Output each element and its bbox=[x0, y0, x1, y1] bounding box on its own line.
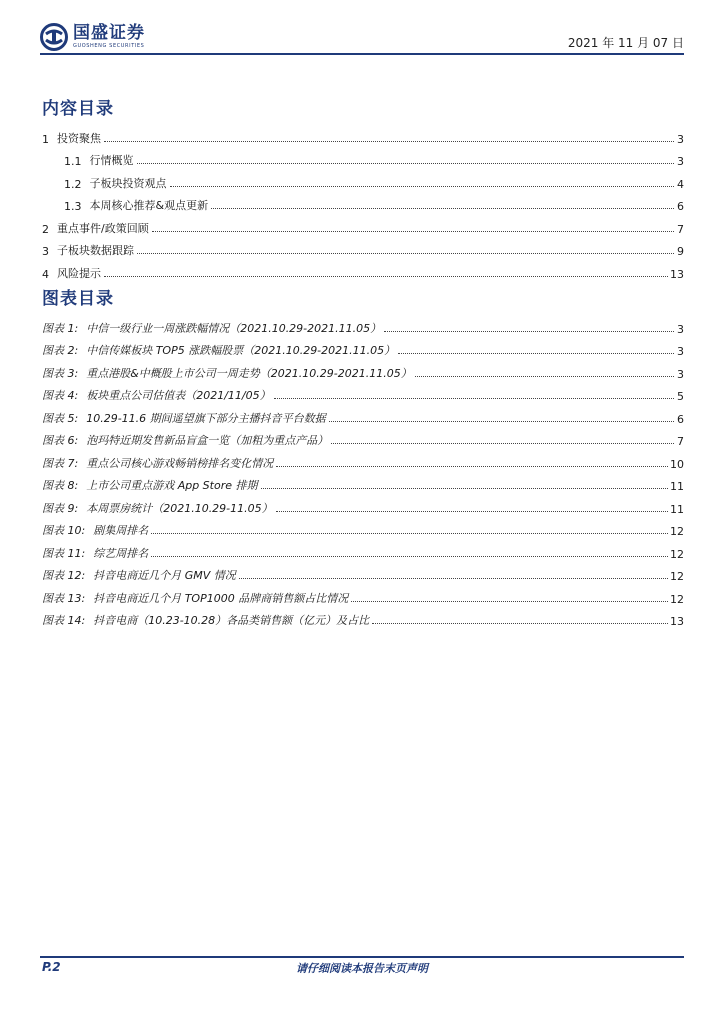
toc-entry-label: 本周核心推荐&观点更新 bbox=[89, 199, 209, 212]
toc-entry[interactable] bbox=[42, 146, 684, 169]
toc-entry[interactable] bbox=[42, 258, 684, 281]
figure-entry-page: 3 bbox=[677, 322, 684, 336]
figure-entry-number: 图表 1: bbox=[42, 321, 79, 335]
toc-entry[interactable] bbox=[42, 191, 684, 214]
figure-leader-dots bbox=[151, 533, 668, 534]
toc-entry[interactable] bbox=[42, 213, 684, 236]
figure-entry-page: 3 bbox=[677, 367, 684, 381]
figure-entry[interactable] bbox=[42, 381, 684, 404]
figure-entry-number: 图表 8: bbox=[42, 479, 79, 492]
figure-leader-dots bbox=[276, 466, 668, 467]
footer-disclaimer: 请仔细阅读本报告末页声明 bbox=[296, 962, 428, 975]
figure-entry-number: 图表 11: bbox=[42, 546, 86, 560]
figure-entry-page: 12 bbox=[670, 525, 684, 538]
company-logo bbox=[40, 22, 145, 52]
toc-entry-number: 1.1 bbox=[64, 155, 82, 168]
figure-entry[interactable] bbox=[42, 448, 684, 471]
toc-leader-dots bbox=[137, 163, 675, 164]
toc-entry-number: 1.2 bbox=[64, 177, 82, 191]
figure-entry[interactable] bbox=[42, 606, 684, 629]
toc-entry-page: 4 bbox=[677, 177, 684, 191]
figure-entry-label: 剧集周排名 bbox=[93, 524, 149, 537]
figure-entry-page: 12 bbox=[670, 592, 684, 606]
toc-entry-number: 1 bbox=[42, 132, 49, 146]
toc-entry-page: 6 bbox=[677, 200, 684, 213]
figure-entry[interactable] bbox=[42, 561, 684, 584]
figure-entry-page: 5 bbox=[677, 390, 684, 403]
figure-entry-number: 图表 6: bbox=[42, 434, 79, 447]
figure-entry[interactable] bbox=[42, 538, 684, 561]
toc-entry[interactable] bbox=[42, 236, 684, 259]
figure-entry-page: 11 bbox=[670, 502, 684, 516]
figure-leader-dots bbox=[329, 421, 674, 422]
toc-leader-dots bbox=[137, 253, 674, 254]
figure-leader-dots bbox=[274, 398, 674, 399]
figure-entry-number: 图表 14: bbox=[42, 614, 86, 627]
figure-leader-dots bbox=[276, 511, 668, 512]
figure-leader-dots bbox=[372, 623, 668, 624]
figure-entry-number: 图表 2: bbox=[42, 344, 79, 357]
toc-entry-page: 3 bbox=[677, 155, 684, 168]
figure-entry[interactable] bbox=[42, 426, 684, 449]
figure-entry-number: 图表 4: bbox=[42, 389, 79, 402]
toc-entry-page: 7 bbox=[677, 222, 684, 236]
figure-entry-number: 图表 9: bbox=[42, 501, 79, 515]
figure-leader-dots bbox=[151, 556, 668, 557]
figure-entry-label: 综艺周排名 bbox=[93, 546, 149, 560]
figure-entry-label: 重点港股&中概股上市公司一周走势（2021.10.29-2021.11.05） bbox=[86, 366, 412, 380]
figure-entry-number: 图表 12: bbox=[42, 569, 86, 582]
page-number: P.2 bbox=[42, 960, 61, 974]
figure-entry-label: 抖音电商（10.23-10.28）各品类销售额（亿元）及占比 bbox=[93, 614, 370, 627]
figure-entry-label: 本周票房统计（2021.10.29-11.05） bbox=[86, 501, 273, 515]
logo-chinese-name: 国盛证券 bbox=[73, 23, 145, 43]
figure-leader-dots bbox=[398, 353, 674, 354]
toc-leader-dots bbox=[104, 141, 674, 142]
toc-leader-dots bbox=[104, 276, 668, 277]
toc-entry-label: 投资聚焦 bbox=[57, 131, 101, 145]
figure-entry[interactable] bbox=[42, 516, 684, 539]
figure-entry-label: 重点公司核心游戏畅销榜排名变化情况 bbox=[86, 456, 274, 470]
toc-title: 内容目录 bbox=[42, 99, 114, 119]
toc-entry-page: 3 bbox=[677, 132, 684, 146]
figures-toc-title: 图表目录 bbox=[42, 289, 114, 309]
figure-entry[interactable] bbox=[42, 583, 684, 606]
figure-entry-label: 抖音电商近几个月 GMV 情况 bbox=[93, 569, 236, 582]
figure-entry-label: 中信一级行业一周涨跌幅情况（2021.10.29-2021.11.05） bbox=[86, 321, 382, 335]
figure-entry-label: 板块重点公司估值表（2021/11/05） bbox=[86, 389, 271, 402]
figure-entry-label: 上市公司重点游戏 App Store 排期 bbox=[86, 479, 258, 492]
toc-leader-dots bbox=[211, 208, 674, 209]
figure-leader-dots bbox=[351, 601, 668, 602]
toc-entry-page: 9 bbox=[677, 245, 684, 258]
figure-entry-page: 3 bbox=[677, 345, 684, 358]
toc-entry[interactable] bbox=[42, 123, 684, 146]
figure-entry[interactable] bbox=[42, 313, 684, 336]
figure-entry-number: 图表 5: bbox=[42, 411, 79, 425]
figure-entry-number: 图表 3: bbox=[42, 366, 79, 380]
figure-entry-number: 图表 7: bbox=[42, 456, 79, 470]
figure-entry-label: 抖音电商近几个月 TOP1000 品牌商销售额占比情况 bbox=[93, 591, 349, 605]
toc-entry-label: 子板块数据跟踪 bbox=[57, 244, 134, 257]
toc-entry-label: 风险提示 bbox=[57, 266, 101, 280]
figure-entry[interactable] bbox=[42, 403, 684, 426]
figure-entry-page: 7 bbox=[677, 435, 684, 448]
figure-entry-label: 10.29-11.6 期间遥望旗下部分主播抖音平台数据 bbox=[86, 411, 326, 425]
toc-entry-label: 行情概览 bbox=[89, 154, 134, 167]
toc-entry-label: 重点事件/政策回顾 bbox=[57, 221, 149, 235]
toc-entry-number: 1.3 bbox=[64, 200, 82, 213]
figure-entry-label: 中信传媒板块 TOP5 涨跌幅股票（2021.10.29-2021.11.05） bbox=[86, 344, 396, 357]
toc-entry-number: 3 bbox=[42, 245, 49, 258]
page-header bbox=[40, 22, 684, 54]
figure-leader-dots bbox=[261, 488, 669, 489]
figure-entry-page: 12 bbox=[670, 570, 684, 583]
figure-entry[interactable] bbox=[42, 336, 684, 359]
footer-divider bbox=[40, 956, 684, 958]
toc-entry-number: 2 bbox=[42, 222, 49, 236]
figures-list bbox=[42, 313, 684, 628]
toc-leader-dots bbox=[152, 231, 674, 232]
table-of-contents bbox=[42, 123, 684, 281]
logo-english-name: GUOSHENG SECURITIES bbox=[73, 43, 145, 49]
figure-entry-page: 10 bbox=[670, 457, 684, 471]
report-date: 2021 年 11 月 07 日 bbox=[567, 36, 684, 50]
guosheng-logo-icon bbox=[40, 23, 68, 51]
figure-entry-page: 12 bbox=[670, 547, 684, 561]
header-divider bbox=[40, 53, 684, 55]
toc-entry-number: 4 bbox=[42, 267, 49, 281]
figure-leader-dots bbox=[415, 376, 674, 377]
toc-entry-page: 13 bbox=[670, 267, 684, 281]
figure-leader-dots bbox=[239, 578, 668, 579]
figure-entry[interactable] bbox=[42, 358, 684, 381]
figure-entry-number: 图表 10: bbox=[42, 524, 86, 537]
figure-entry[interactable] bbox=[42, 493, 684, 516]
figure-entry-page: 11 bbox=[670, 480, 684, 493]
figure-leader-dots bbox=[384, 331, 674, 332]
figure-leader-dots bbox=[331, 443, 674, 444]
figure-entry-label: 泡玛特近期发售新品盲盒一览（加粗为重点产品） bbox=[86, 434, 329, 447]
toc-entry[interactable] bbox=[42, 168, 684, 191]
figure-entry-page: 13 bbox=[670, 615, 684, 628]
figure-entry[interactable] bbox=[42, 471, 684, 494]
figure-entry-number: 图表 13: bbox=[42, 591, 86, 605]
toc-entry-label: 子板块投资观点 bbox=[89, 176, 167, 190]
figure-entry-page: 6 bbox=[677, 412, 684, 426]
toc-leader-dots bbox=[170, 186, 675, 187]
